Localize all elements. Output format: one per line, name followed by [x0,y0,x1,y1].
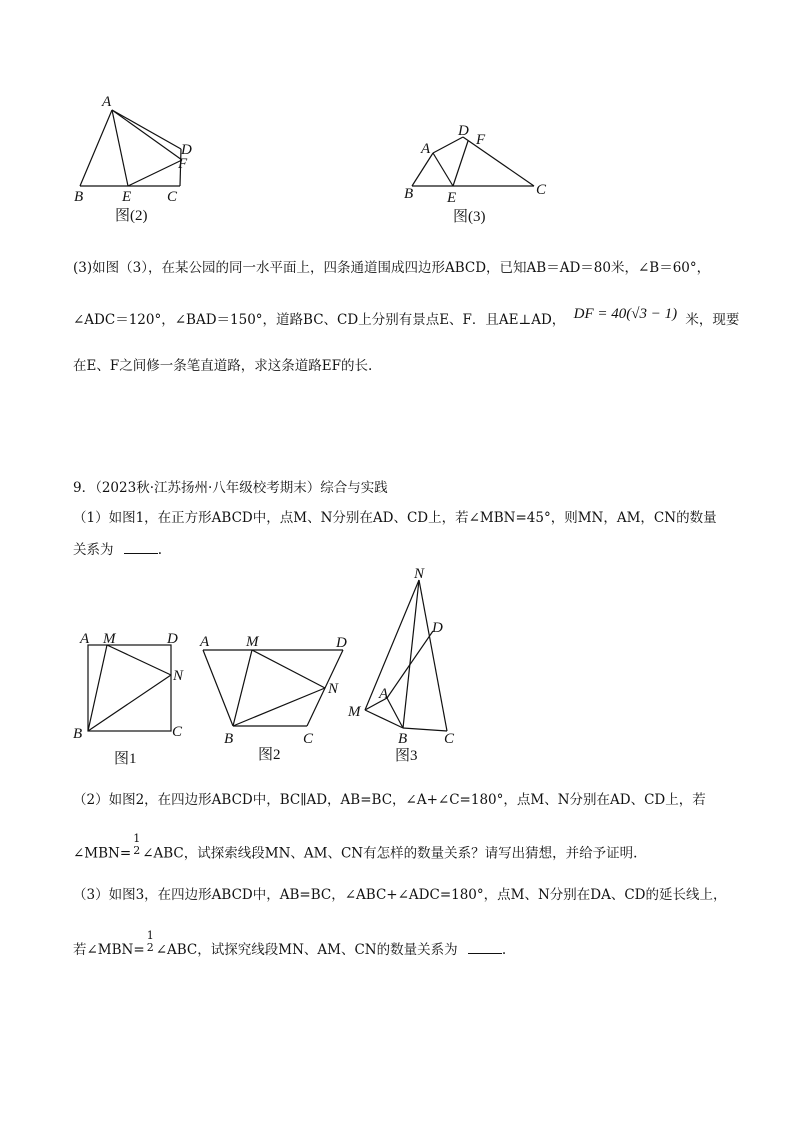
q9-part3-line2-b: ∠ABC，试探究线段MN、AM、CN的数量关系为 [155,942,458,958]
label-N: N [173,668,184,684]
label-D: D [458,123,469,139]
label-C: C [303,731,314,747]
figure-2-top [60,88,200,228]
label-A: A [102,94,112,110]
q9-part3-line2 [73,928,507,963]
q9-part3-line1: （3）如图3，在四边形ABCD中，AB=BC，∠ABC+∠ADC=180°，点M、N分别在DA、CD的延长线上， [73,887,727,903]
label-A: A [200,634,210,650]
label-B: B [74,189,84,205]
q9-part1-line1: （1）如图1，在正方形ABCD中，点M、N分别在AD、CD上，若∠MBN=45°，则MN，AM，CN的数量 [73,510,717,526]
q9-part2-line2-a: ∠MBN= [73,845,132,862]
q8-part3-line2-b: 米，现要 [685,312,740,328]
label-B: B [73,726,83,742]
q8-part3-line2 [73,306,740,330]
label-C: C [167,189,178,205]
q9-part1-line2 [73,538,162,560]
caption-fig1: 图1 [114,751,137,767]
fraction-one-half [133,833,140,857]
q9-part3-line2-c: . [501,942,507,958]
q9-part1-line2-a: 关系为 [73,542,114,558]
answer-blank-1 [124,538,158,554]
q9-header: 9．（2023秋·江苏扬州·八年级校考期末）综合与实践 [73,480,388,496]
figure-1-q9 [70,625,195,765]
figure-2-q9 [195,628,360,763]
label-A: A [379,686,389,702]
label-A: A [421,141,431,157]
frac-den: 2 [133,844,141,857]
frac-den: 2 [146,940,154,954]
label-B: B [224,731,234,747]
frac-num: 1 [133,832,141,845]
label-C: C [172,724,183,740]
q9-part2-line2-b: ∠ABC，试探索线段MN、AM、CN有怎样的数量关系？请写出猜想，并给予证明. [142,845,638,862]
label-M: M [348,704,361,720]
q9-part3-line2-a: 若∠MBN= [73,942,145,958]
label-M: M [246,634,259,650]
q8-part3-line3: 在E、F之间修一条笔直道路，求这条道路EF的长. [73,358,373,374]
q9-part2-line2 [73,832,638,866]
label-E: E [447,190,457,206]
label-N: N [414,566,425,582]
label-A: A [80,631,90,647]
df-formula: DF = 40(√3 − 1) [573,306,678,322]
q8-part3-line2-a: ∠ADC＝120°，∠BAD＝150°，道路BC、CD上分别有景点E、F．且AE⊥AD， [73,312,566,328]
label-N: N [328,681,339,697]
label-D: D [336,635,347,651]
q9-part2-line1: （2）如图2，在四边形ABCD中，BC∥AD，AB=BC，∠A+∠C=180°，点M、N分别在AD、CD上，若 [73,792,706,808]
label-C: C [536,182,547,198]
answer-blank-3 [468,938,502,954]
label-B: B [404,186,414,202]
figure-3-top [400,120,560,230]
frac-num: 1 [146,928,154,942]
label-C: C [444,731,455,747]
caption-fig2: 图(2) [115,208,148,224]
caption-fig3: 图3 [395,748,418,764]
label-D: D [181,142,192,158]
label-B: B [398,731,408,747]
caption-fig2: 图2 [258,747,281,763]
label-F: F [178,156,188,172]
label-F: F [476,132,486,148]
label-D: D [167,631,178,647]
figure-3-q9 [345,565,465,765]
fraction-one-half [147,930,154,954]
q8-part3-line1: (3)如图（3），在某公园的同一水平面上，四条通道围成四边形ABCD，已知AB＝AD＝80米，∠B＝60°， [73,260,711,276]
caption-fig3: 图(3) [453,209,486,225]
q9-part1-line2-b: . [157,542,163,558]
label-E: E [122,189,132,205]
label-M: M [103,631,116,647]
label-D: D [432,620,443,636]
